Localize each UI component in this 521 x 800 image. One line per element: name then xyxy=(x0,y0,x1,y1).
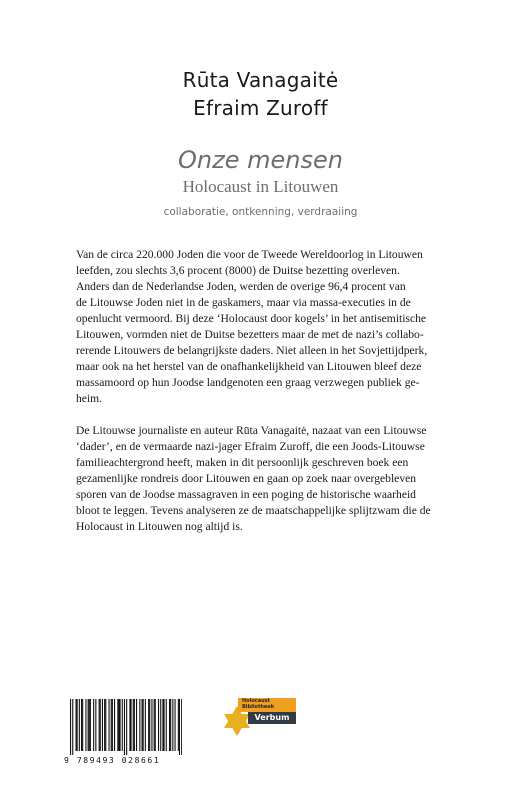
blurb-line: Holocaust in Litouwen nog altijd is. xyxy=(76,520,243,533)
blurb-line: rerende Litouwers de belangrijkste daders. Niet alleen in het Sovjettijdperk, xyxy=(76,344,428,357)
blurb-line: openlucht vermoord. Bij deze ‘Holocaust door kogels’ in het antisemitische xyxy=(76,312,427,325)
book-tagline: collaboratie, ontkenning, verdraaiing xyxy=(163,206,358,218)
publisher-series-badge xyxy=(238,698,296,712)
blurb-line: sporen van de Joodse massagraven in een poging de historische waarheid xyxy=(76,488,416,501)
blurb-line: gezamenlijke rondreis door Litouwen en gaan op zoek naar overgebleven xyxy=(76,472,417,485)
publisher-logo xyxy=(220,696,310,746)
book-title: Onze mensen xyxy=(178,146,343,174)
blurb-paragraph xyxy=(76,423,448,535)
series-line: Bibliotheek xyxy=(242,704,275,710)
blurb-line: massamoord op hun Joodse landgenoten een graag verzwegen publiek ge- xyxy=(76,376,420,389)
blurb-line: de Litouwse Joden niet in de gaskamers, maar via massa-executies in de xyxy=(76,296,411,309)
blurb-text xyxy=(76,247,448,535)
author-name: Efraim Zuroff xyxy=(193,96,328,120)
blurb-line: ‘dader’, en de vermaarde nazi-jager Efraim Zuroff, die een Joods-Litouwse xyxy=(76,440,425,453)
book-subtitle: Holocaust in Litouwen xyxy=(182,177,339,196)
barcode-icon xyxy=(66,697,182,757)
author-name: Rūta Vanagaitė xyxy=(182,68,339,92)
blurb-line: familieachtergrond heeft, maken in dit persoonlijk geschreven boek een xyxy=(76,456,409,469)
isbn-digits: 9 789493 028661 xyxy=(64,756,161,765)
blurb-line: bloot te leggen. Tevens analyseren ze de maatschappelijke splijtzwam die de xyxy=(76,504,431,517)
blurb-line: maar ook na het herstel van de onafhankelijkheid van Litouwen bleef deze xyxy=(76,360,422,373)
blurb-line: heim. xyxy=(76,392,103,405)
blurb-line: Anders dan de Nederlandse Joden, werden de overige 96,4 procent van xyxy=(76,280,406,293)
publisher-name: Verbum xyxy=(248,712,296,724)
blurb-line: De Litouwse journaliste en auteur Rūta Vanagaitė, nazaat van een Litouwse xyxy=(76,424,427,437)
blurb-line: leefden, zou slechts 3,6 procent (8000) de Duitse bezetting overleven. xyxy=(76,264,400,277)
blurb-line: Van de circa 220.000 Joden die voor de Tweede Wereldoorlog in Litouwen xyxy=(76,248,423,261)
series-line: Holocaust xyxy=(242,698,271,704)
author-names xyxy=(0,66,521,122)
blurb-paragraph xyxy=(76,247,448,407)
blurb-line: Litouwen, vormden niet de Duitse bezetters maar de met de nazi’s collabo- xyxy=(76,328,424,341)
